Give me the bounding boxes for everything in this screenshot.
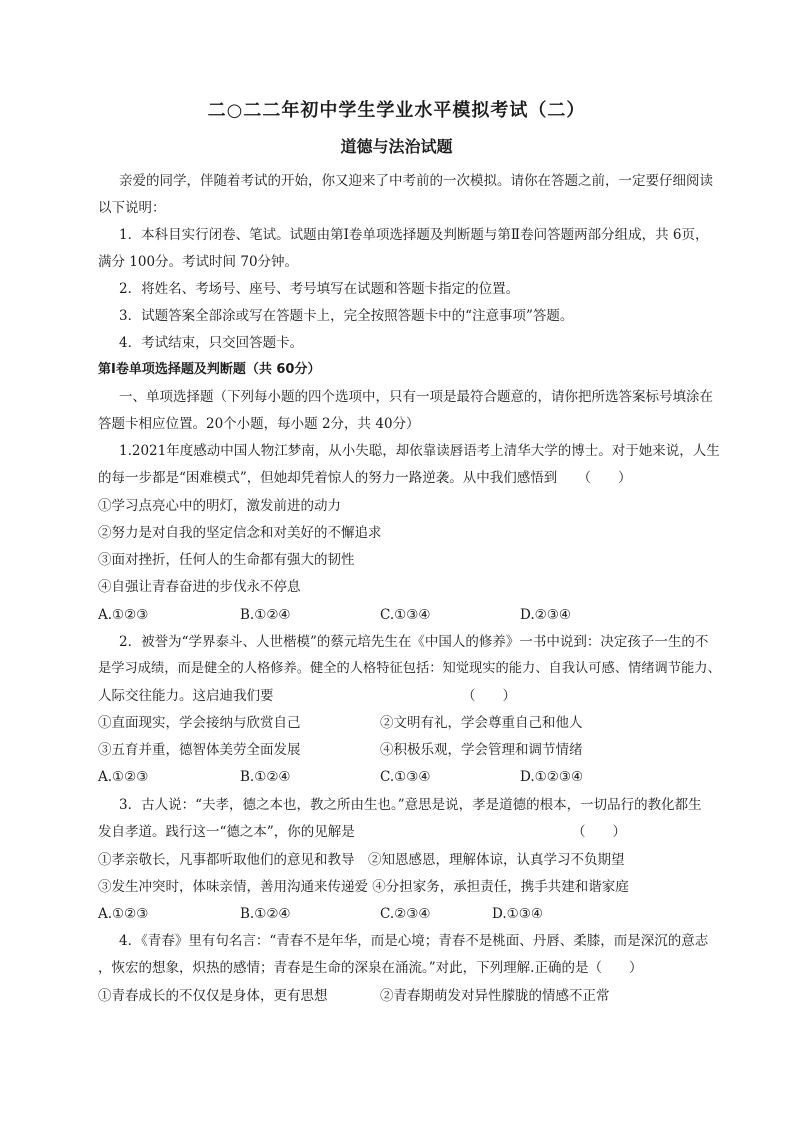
intro-line: 亲爱的同学，伴随着考试的开始，你又迎来了中考前的一次模拟。请你在答题之前，一定要仔细阅读 — [119, 173, 713, 189]
question-4-item: ①青春成长的不仅仅是身体，更有思想 — [98, 988, 328, 1004]
question-1-item: ③面对挫折，任何人的生命都有强大的韧性 — [98, 552, 355, 568]
question-3-stem: 发自孝道。践行这一“德之本”，你的见解是 — [98, 824, 355, 840]
question-1-item: ①学习点亮心中的明灯，激发前进的动力 — [98, 498, 341, 514]
question-2-stem: 人际交往能力。这启迪我们要 — [98, 688, 274, 704]
question-1-choice-d: D.②③④ — [520, 607, 571, 623]
note-line: 满分 100分。考试时间 70分钟。 — [98, 254, 299, 270]
question-2-item: ①直面现实，学会接纳与欣赏自己 — [98, 715, 301, 731]
section-instruction: 答题卡相应位置。20个小题，每小题 2分，共 40分） — [98, 416, 420, 432]
question-1-item: ②努力是对自我的坚定信念和对美好的不懈追求 — [98, 525, 382, 541]
question-2-stem: 2．被誉为“学界泰斗、人世楷模”的蔡元培先生在《中国人的修养》一书中说到：决定孩子一生的不 — [119, 634, 709, 650]
question-3-choice-c: C.②③④ — [380, 906, 431, 922]
question-3-item: ③发生冲突时，体味亲情，善用沟通来传递爱 ④分担家务，承担责任，携手共建和谐家庭 — [98, 879, 629, 895]
section-heading: 第Ⅰ卷单项选择题及判断题（共 60分） — [98, 362, 321, 377]
section-instruction: 一、单项选择题（下列每小题的四个选项中，只有一项是最符合题意的，请你把所选答案标号填涂在 — [119, 389, 713, 405]
note-line: 1．本科目实行闭卷、笔试。试题由第Ⅰ卷单项选择题及判断题与第Ⅱ卷问答题两部分组成，共 6页， — [119, 227, 709, 243]
note-line: 3．试题答案全部涂或写在答题卡上，完全按照答题卡中的“注意事项”答题。 — [119, 308, 574, 324]
question-1-item: ④自强让青春奋进的步伐永不停息 — [98, 579, 301, 595]
question-3-answer-bracket: （ ） — [572, 824, 626, 840]
question-4-stem: ，恢宏的想象，炽热的感情；青春是生命的深泉在涌流。”对此，下列理解.正确的是（ ） — [98, 960, 643, 976]
question-2-item: ④积极乐观，学会管理和调节情绪 — [380, 742, 583, 758]
question-3-choice-b: B.①②④ — [240, 906, 291, 922]
question-2-item: ②文明有礼，学会尊重自己和他人 — [380, 715, 583, 731]
question-2-choice-a: A.①②③ — [98, 769, 149, 785]
question-2-answer-bracket: （ ） — [462, 688, 516, 704]
question-2-choice-c: C.①③④ — [380, 769, 431, 785]
question-1-stem: 1.2021年度感动中国人物江梦南，从小失聪，却依靠读唇语考上清华大学的博士。对于她来说，人生 — [119, 443, 720, 459]
question-3-choice-d: D.①③④ — [492, 906, 543, 922]
question-1-choice-a: A.①②③ — [98, 607, 149, 623]
question-2-stem: 是学习成绩，而是健全的人格修养。健全的人格特征包括：知觉现实的能力、自我认可感、情绪调节能力、 — [98, 661, 721, 676]
question-4-item: ②青春期萌发对异性朦胧的情感不正常 — [380, 988, 610, 1004]
question-2-item: ③五育并重，德智体美劳全面发展 — [98, 742, 301, 758]
question-4-stem: 4．《青春》里有句名言：“青春不是年华，而是心境；青春不是桃面、丹唇、柔膝，而是深沉的意志 — [119, 933, 709, 949]
question-2-choice-d: D.①②③④ — [520, 769, 584, 785]
note-line: 2．将姓名、考场号、座号、考号填写在试题和答题卡指定的位置。 — [119, 281, 520, 297]
intro-line: 以下说明： — [98, 200, 166, 216]
question-1-stem: 的每一步都是“困难模式”，但她却凭着惊人的努力一路逆袭。从中我们感悟到 （ ） — [98, 470, 632, 486]
exam-title: 二○二二年初中学生学业水平模拟考试（二） — [207, 100, 586, 121]
question-3-stem: 3．古人说：“夫孝，德之本也，教之所由生也。”意思是说，孝是道德的根本，一切品行的教化都生 — [119, 797, 702, 813]
exam-subtitle: 道德与法治试题 — [340, 137, 453, 156]
note-line: 4．考试结束，只交回答题卡。 — [119, 335, 304, 351]
question-1-choice-c: C.①③④ — [380, 607, 431, 623]
question-2-choice-b: B.①②④ — [240, 769, 291, 785]
question-1-choice-b: B.①②④ — [240, 607, 291, 623]
question-3-item: ①孝亲敬长，凡事都听取他们的意见和教导 ②知恩感恩，理解体谅，认真学习不负期望 — [98, 852, 625, 868]
question-3-choice-a: A.①②③ — [98, 906, 149, 922]
